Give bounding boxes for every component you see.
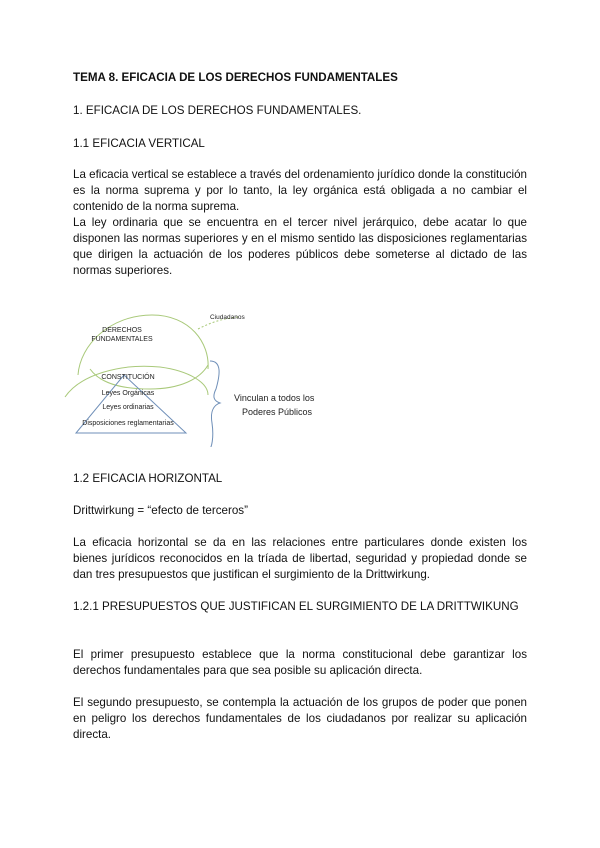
derechos-label-line2: FUNDAMENTALES — [91, 336, 153, 343]
paragraph-vertical-2: La ley ordinaria que se encuentra en el tercer nivel jerárquico, debe acatar lo que disponen las normas superiores y en el mismo sentido las disposiciones reglamentarias que dirigen la actuación de los poderes públicos debe someterse al dictado de las normas superiores. — [73, 216, 527, 277]
paragraph-presupuesto-2: El segundo presupuesto, se contempla la actuación de los grupos de poder que ponen en peligro los derechos fundamentales de los ciudadanos por realizar su aplicación directa. — [73, 696, 527, 741]
ciudadanos-label: Ciudadanos — [210, 314, 245, 321]
drittwirkung-definition: Drittwirkung = “efecto de terceros” — [73, 504, 248, 517]
vinculan-label-line2: Poderes Públicos — [242, 407, 313, 417]
vinculan-label-line1: Vinculan a todos los — [234, 393, 315, 403]
paragraph-vertical-1: La eficacia vertical se establece a través del ordenamiento jurídico donde la constitución es la norma suprema y por lo tanto, la ley orgánica está obligada a no cambiar el contenido de la norma suprema. — [73, 168, 527, 213]
disposiciones-label: Disposiciones reglamentarias — [82, 420, 174, 427]
section-heading-1-1: 1.1 EFICACIA VERTICAL — [73, 137, 205, 150]
section-heading-1-2: 1.2 EFICACIA HORIZONTAL — [73, 472, 223, 485]
hierarchy-diagram — [60, 297, 360, 447]
curly-brace — [208, 361, 220, 447]
paragraph-presupuesto-1: El primer presupuesto establece que la norma constitucional debe garantizar los derechos fundamentales para que sea posible su aplicación directa. — [73, 648, 527, 677]
section-heading-1-2-1: 1.2.1 PRESUPUESTOS QUE JUSTIFICAN EL SURGIMIENTO DE LA DRITTWIKUNG — [73, 600, 519, 613]
derechos-label-line1: DERECHOS — [102, 327, 142, 334]
leyes-ordinarias-label: Leyes ordinarias — [102, 404, 154, 411]
constitucion-label: CONSTITUCIÓN — [101, 374, 155, 381]
document-title: TEMA 8. EFICACIA DE LOS DERECHOS FUNDAMENTALES — [73, 71, 398, 84]
paragraph-horizontal: La eficacia horizontal se da en las relaciones entre particulares donde existen los bienes jurídicos reconocidos en la tríada de libertad, seguridad y propiedad donde se dan tres presupuestos que justifican el surgimiento de la Drittwirkung. — [73, 536, 527, 581]
leyes-organicas-label: Leyes Orgánicas — [101, 390, 155, 397]
section-heading-1: 1. EFICACIA DE LOS DERECHOS FUNDAMENTALES. — [73, 104, 362, 117]
